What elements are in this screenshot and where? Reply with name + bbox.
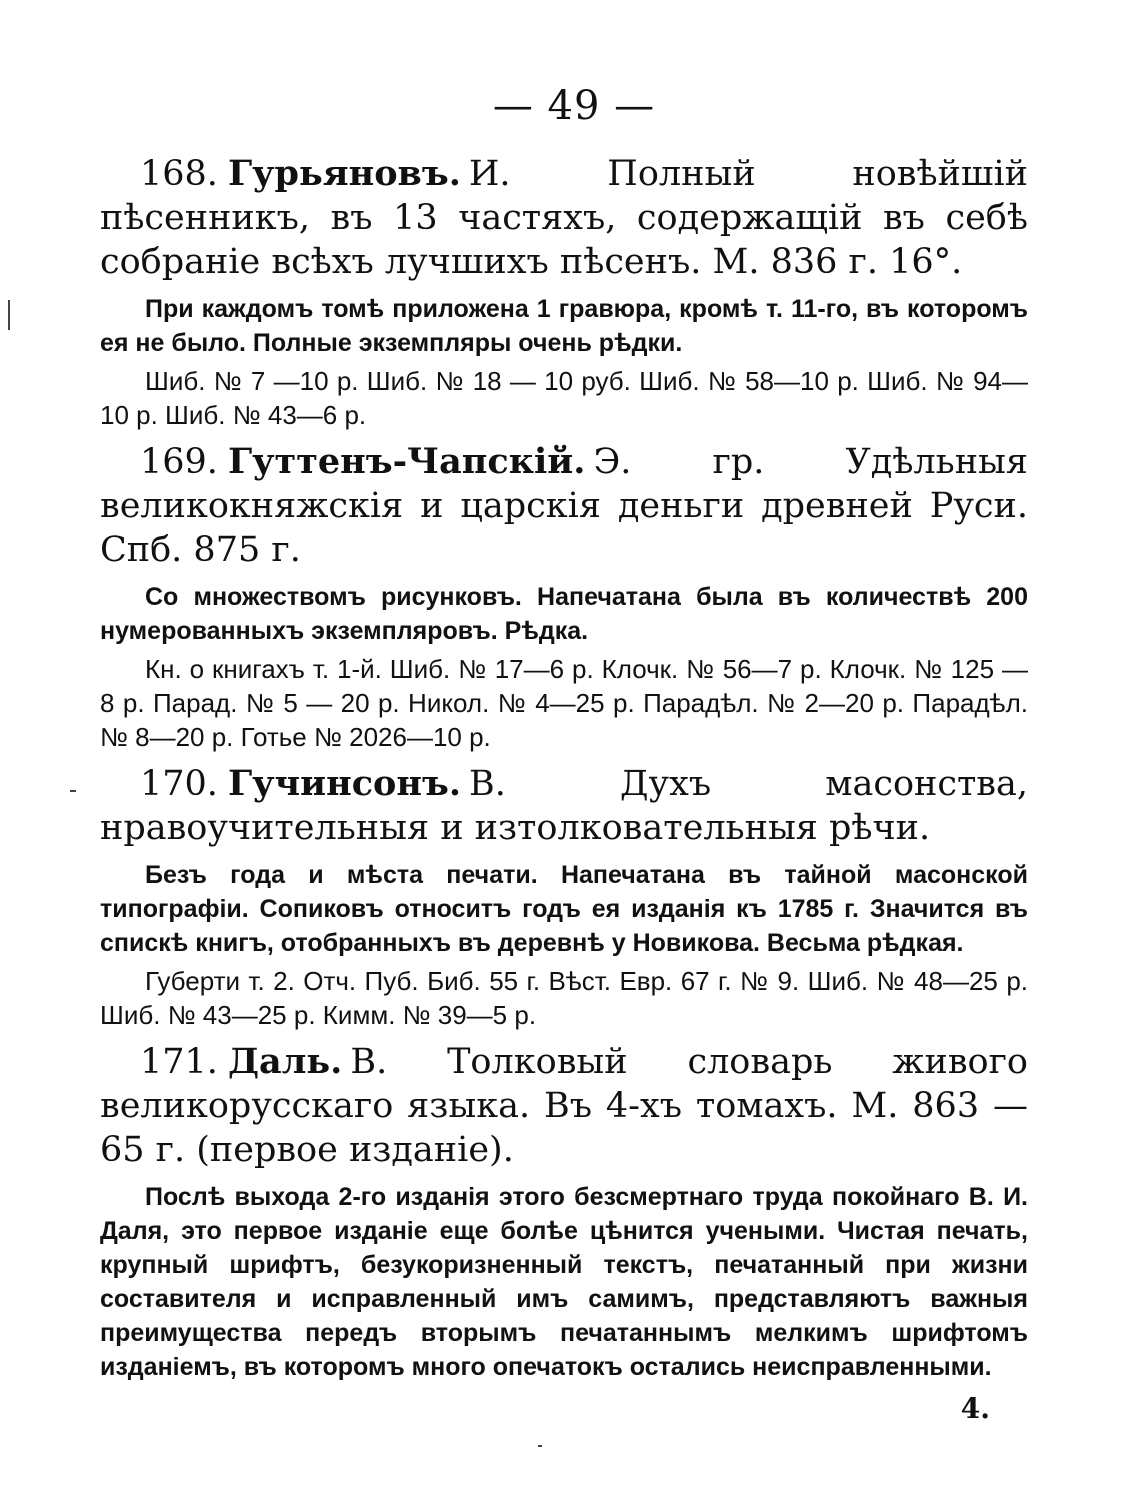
entry-title: Э. гр. Удѣльныя великокняжскія и царскія деньги древней Руси. Спб. 875 г. — [100, 442, 1028, 570]
scan-speck — [8, 300, 10, 330]
entry-title: И. Полный новѣйшій пѣсенникъ, въ 13 частяхъ, содержащій въ себѣ собраніе всѣхъ лучшихъ пѣсенъ. М. 836 г. 16°. — [100, 154, 1028, 282]
entry-number: 171. — [140, 1042, 218, 1082]
entry-author: Гурьяновъ. — [227, 153, 461, 194]
entry-note: Со множествомъ рисунковъ. Напечатана была въ количествѣ 200 нумерованныхъ экземпляровъ. Рѣдка. — [100, 583, 1028, 645]
catalog-entry-169 — [100, 440, 1028, 754]
entry-note: Послѣ выхода 2-го изданія этого безсмертнаго труда покойнаго В. И. Даля, это первое изданіе еще болѣе цѣнится учеными. Чистая печать, крупный шрифтъ, безукоризненный текстъ, печатанный при жизни составителя и исправленный имъ самимъ, представляютъ важныя преимущества передъ вторымъ печатаннымъ мелкимъ шрифтомъ изданіемъ, въ которомъ много опечатокъ остались неисправленными. — [100, 1183, 1028, 1381]
scan-speck — [70, 790, 76, 792]
entry-number: 169. — [140, 442, 218, 482]
catalog-entry-171 — [100, 1040, 1028, 1384]
entry-note: При каждомъ томѣ приложена 1 гравюра, кромѣ т. 11-го, въ которомъ ея не было. Полные экземпляры очень рѣдки. — [100, 295, 1028, 357]
entry-heading — [100, 152, 1028, 284]
entry-heading — [100, 440, 1028, 572]
page-number: — 49 — — [492, 83, 656, 129]
entry-references: Кн. о книгахъ т. 1-й. Шиб. № 17—6 р. Клочк. № 56—7 р. Клочк. № 125 — 8 р. Парад. № 5 — 20 р. Никол. № 4—25 р. Парадѣл. № 2—20 р. Парадѣл. № 8—20 р. Готье № 2026—10 р. — [100, 654, 1028, 752]
entry-title: В. Духъ масонства, нравоучительныя и изтолковательныя рѣчи. — [100, 764, 1028, 848]
catalog-entry-168 — [100, 152, 1028, 432]
entry-number: 168. — [140, 154, 218, 194]
signature-mark: 4. — [960, 1392, 990, 1425]
catalog-entry-170 — [100, 762, 1028, 1032]
scan-speck — [538, 1445, 542, 1447]
entry-title: В. Толковый словарь живого великорусскаго языка. Въ 4-хъ томахъ. М. 863 — 65 г. (первое изданіе). — [100, 1042, 1028, 1170]
entry-author: Даль. — [227, 1041, 343, 1082]
entry-author: Гучинсонъ. — [227, 763, 462, 804]
entry-number: 170. — [140, 764, 218, 804]
entry-references: Шиб. № 7 —10 р. Шиб. № 18 — 10 руб. Шиб. № 58—10 р. Шиб. № 94—10 р. Шиб. № 43—6 р. — [100, 366, 1028, 430]
entry-heading — [100, 762, 1028, 850]
entry-author: Гуттенъ-Чапскій. — [227, 441, 586, 482]
entry-heading — [100, 1040, 1028, 1172]
book-page — [100, 78, 1028, 1388]
entry-note: Безъ года и мѣста печати. Напечатана въ тайной масонской типографіи. Сопиковъ относитъ годъ ея изданія къ 1785 г. Значится въ спискѣ книгъ, отобранныхъ въ деревнѣ у Новикова. Весьма рѣдкая. — [100, 861, 1028, 957]
entry-references: Губерти т. 2. Отч. Пуб. Биб. 55 г. Вѣст. Евр. 67 г. № 9. Шиб. № 48—25 р. Шиб. № 43—25 р. Кимм. № 39—5 р. — [100, 966, 1028, 1030]
